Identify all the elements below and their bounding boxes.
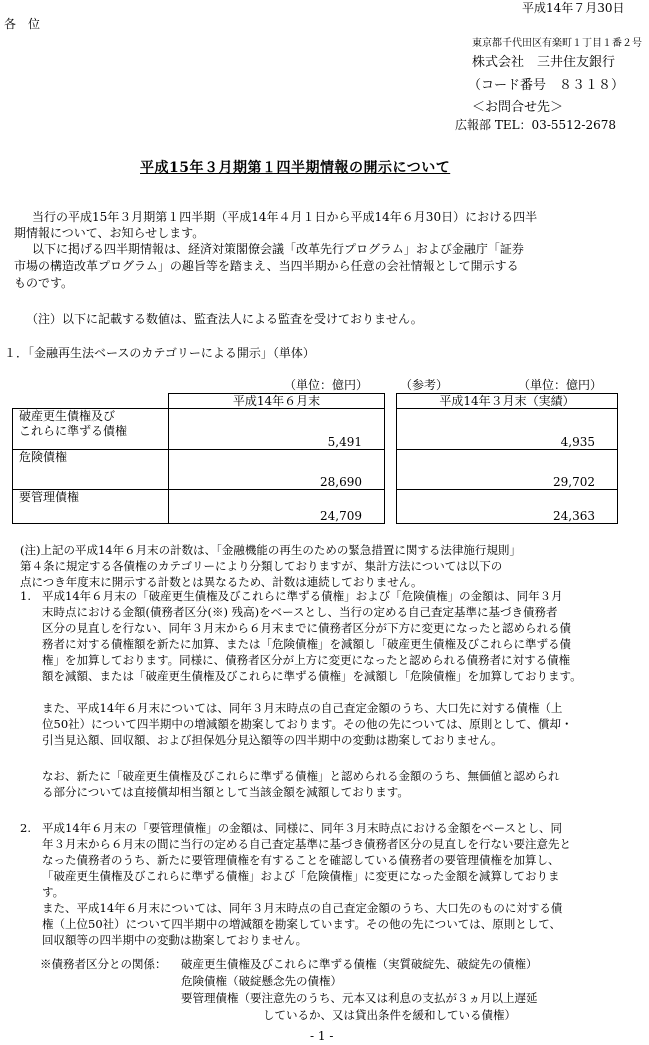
value-bankrupt-previous: 4,935 (397, 409, 618, 450)
table-row (397, 450, 618, 490)
table-row (13, 409, 385, 450)
company-address: 東京都千代田区有楽町１丁目１番２号 (472, 38, 642, 49)
unit-label-left: （単位：億円） (284, 378, 369, 392)
table-row (13, 490, 385, 524)
intro-line-2: 期情報について、お知らせします。 (14, 226, 205, 240)
table-note-text: (注)上記の平成14年６月末の計数は、「金融機能の再生のための緊急措置に関する法律施行規則」 第４条に規定する各債権のカテゴリーにより分類しておりますが、集計方法については以下の 点につき年度末に開示する計数とは異なるため、計数は連続しておりません。 (20, 543, 521, 589)
intro-line-1: 当行の平成15年３月期第１四半期（平成14年４月１日から平成14年６月30日）における四半 (32, 210, 538, 224)
recipient: 各 位 (4, 17, 41, 31)
item1-number: 1. (20, 589, 31, 603)
stock-code: （コード番号 ８３１８） (468, 78, 625, 93)
contact-info: 広報部 TEL：03-5512-2678 (455, 118, 617, 132)
row-label-substandard: 要管理債権 (13, 490, 169, 524)
column-header-current: 平成14年６月末 (169, 394, 385, 409)
column-header-previous: 平成14年３月末（実績） (397, 394, 618, 409)
value-bankrupt-current: 5,491 (169, 409, 385, 450)
contact-label: ＜お問合せ先＞ (472, 100, 564, 115)
table-header-row (397, 394, 618, 409)
current-period-table (12, 393, 385, 524)
page-title: 平成15年３月期第１四半期情報の開示について (140, 160, 451, 176)
footnote-line-2: 危険債権（破綻懸念先の債権） (181, 974, 342, 988)
item1-paragraph-2: また、平成14年６月末については、同年３月末時点の自己査定金額のうち、大口先に対する債権（上 位50社）について四半期中の増減額を勘案しております。その他の先については、原則として、償却・ 引当見込額、回収額、および担保処分見込額等の四半期中の変動は勘案しておりません。 (42, 701, 573, 747)
value-doubtful-current: 28,690 (169, 450, 385, 490)
value-doubtful-previous: 29,702 (397, 450, 618, 490)
item1-paragraph-3: なお、新たに「破産更生債権及びこれらに準ずる債権」と認められる金額のうち、無価値と認められ る部分については直接償却相当額として当該金額を減額しております。 (42, 769, 560, 799)
footnote-line-4: しているか、又は貸出条件を緩和している債権） (263, 1008, 516, 1022)
reference-label: （参考） (400, 378, 449, 392)
value-substandard-previous: 24,363 (397, 490, 618, 524)
intro-line-3: 以下に掲げる四半期情報は、経済対策閣僚会議「改革先行プログラム」および金融庁「証券 (32, 242, 524, 256)
audit-note: （注）以下に記載する数値は、監査法人による監査を受けておりません。 (26, 312, 423, 326)
row-label-bankrupt: 破産更生債権及び これらに準ずる債権 (13, 409, 169, 450)
previous-period-table (396, 393, 618, 524)
table-row (397, 490, 618, 524)
footnote-line-1: 破産更生債権及びこれらに準ずる債権（実質破綻先、破綻先の債権） (181, 957, 538, 971)
item2-paragraph-1: 平成14年６月末の「要管理債権」の金額は、同様に、同年３月末時点における金額をベースとし、同 年３月末から６月末の間に当行の定める自己査定基準に基づき債務者区分の見直しを行ない要注意先と なった債務者のうち、新たに要管理債権を有することを確認している債務者の要管理債権を加算し、 「破産更生債権及びこれらに準ずる債権」および「危険債権」に変更になった金額を減算しておりま す。 (42, 821, 571, 899)
section1-heading: １．「金融再生法ベースのカテゴリーによる開示」（単体） (4, 346, 315, 360)
row-label-doubtful: 危険債権 (13, 450, 169, 490)
intro-line-4: 市場の構造改革プログラム」の趣旨等を踏まえ、当四半期から任意の会社情報として開示する (14, 259, 519, 273)
page-number: - 1 - (310, 1029, 334, 1043)
table-header-row (13, 394, 385, 409)
item2-paragraph-2: また、平成14年６月末については、同年３月末時点の自己査定金額のうち、大口先のものに対する債 権（上位50社）について四半期中の増減額を勘案しています。その他の先については、原則として、 回収額等の四半期中の変動は勘案しておりません。 (42, 901, 563, 947)
item1-paragraph-1: 平成14年６月末の「破産更生債権及びこれらに準ずる債権」および「危険債権」の金額は、同年３月 末時点における金額(債務者区分(※) 残高)をベースとし、当行の定める自己査定基準に基づき債務者 区分の見直しを行ない、同年３月末から６月末までに債務者区分が下方に変更になったと認められる債 務者に対する債権額を新たに加算、または「危険債権」を減額し「破産更生債権及びこれらに準ずる債 権」を加算しております。同様に、債務者区分が上方に変更になったと認められる債務者に対する債権 額を減額、または「破産更生債権及びこれらに準ずる債権」を減額し「危険債権」を加算しております。 (42, 589, 582, 683)
table-row (397, 409, 618, 450)
unit-label-right: （単位：億円） (518, 378, 603, 392)
intro-line-5: ものです。 (14, 276, 74, 290)
item2-number: 2. (20, 821, 31, 835)
company-name: 株式会社 三井住友銀行 (472, 55, 616, 70)
table-note (20, 526, 640, 590)
issue-date: 平成14年７月30日 (522, 1, 625, 15)
value-substandard-current: 24,709 (169, 490, 385, 524)
table-row (13, 450, 385, 490)
footnote-line-3: 要管理債権（要注意先のうち、元本又は利息の支払が３ヵ月以上遅延 (181, 991, 538, 1005)
empty-header-cell (13, 394, 169, 409)
footnote-label: ※債務者区分との関係： (40, 957, 167, 971)
